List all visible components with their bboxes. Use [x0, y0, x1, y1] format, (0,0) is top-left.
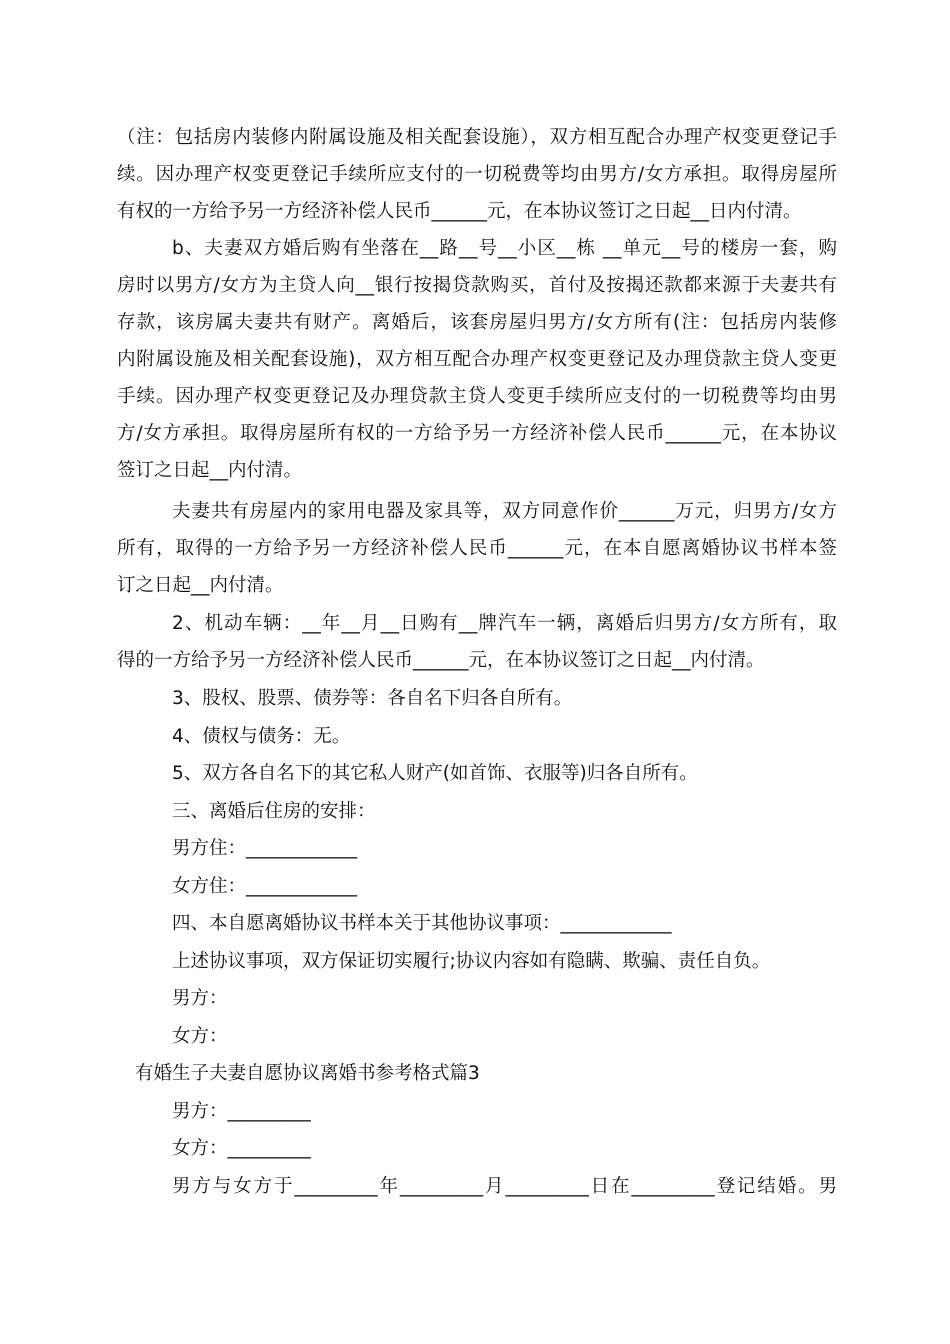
form-field-line: 男方住：____________: [172, 838, 358, 859]
section-heading: 四、本自愿离婚协议书样本关于其他协议事项：____________: [172, 913, 672, 934]
signature-line: 男方：: [172, 988, 228, 1009]
form-field-line: 男方：_________: [172, 1101, 311, 1122]
paragraph-line: 3、股权、股票、债券等：各自名下归各自所有。: [172, 688, 573, 709]
paragraph-line: 男方与女方于_________年_________月_________日在_________登记结婚。男: [172, 1176, 837, 1197]
paragraph-line: 得的一方给予另一方经济补偿人民币______元，在本协议签订之日起__内付清。: [117, 650, 765, 671]
paragraph-line: 有权的一方给予另一方经济补偿人民币______元，在本协议签订之日起__日内付清。: [117, 201, 802, 222]
paragraph-line: 存款，该房属夫妻共有财产。离婚后，该套房屋归男方/女方所有(注：包括房内装修: [117, 312, 837, 333]
form-field-line: 女方：_________: [172, 1138, 311, 1159]
section-heading: 三、离婚后住房的安排：: [172, 801, 376, 822]
paragraph-line: 方/女方承担。取得房屋所有权的一方给予另一方经济补偿人民币______元，在本协议: [117, 423, 837, 444]
form-field-line: 女方住：____________: [172, 876, 358, 897]
paragraph-line: 2、机动车辆：__年__月__日购有__牌汽车一辆，离婚后归男方/女方所有，取: [172, 613, 837, 634]
paragraph-line: 夫妻共有房屋内的家用电器及家具等，双方同意作价______万元，归男方/女方: [172, 501, 837, 522]
paragraph-line: 内附属设施及相关配套设施)，双方相互配合办理产权变更登记及办理贷款主贷人变更: [117, 349, 837, 370]
paragraph-line: 签订之日起__内付清。: [117, 460, 303, 481]
paragraph-line: （注：包括房内装修内附属设施及相关配套设施），双方相互配合办理产权变更登记手: [117, 127, 837, 148]
paragraph-line: 手续。因办理产权变更登记及办理贷款主贷人变更手续所应支付的一切税费等均由男: [117, 386, 837, 407]
paragraph-line: 续。因办理产权变更登记手续所应支付的一切税费等均由男方/女方承担。取得房屋所: [117, 164, 837, 185]
section-title: 有婚生子夫妻自愿协议离婚书参考格式篇3: [135, 1063, 480, 1084]
signature-line: 女方：: [172, 1026, 228, 1047]
paragraph-line: 房时以男方/女方为主贷人向__银行按揭贷款购买，首付及按揭还款都来源于夫妻共有: [117, 275, 837, 296]
paragraph-line: 订之日起__内付清。: [117, 575, 284, 596]
paragraph-line: 所有，取得的一方给予另一方经济补偿人民币______元，在本自愿离婚协议书样本签: [117, 538, 837, 559]
paragraph-line: 上述协议事项，双方保证切实履行;协议内容如有隐瞒、欺骗、责任自负。: [172, 951, 771, 972]
paragraph-line: 5、双方各自名下的其它私人财产(如首饰、衣服等)归各自所有。: [172, 763, 698, 784]
paragraph-line: 4、债权与债务：无。: [172, 726, 351, 747]
paragraph-line: b、夫妻双方婚后购有坐落在__路__号__小区__栋 __单元__号的楼房一套，购: [172, 238, 837, 259]
